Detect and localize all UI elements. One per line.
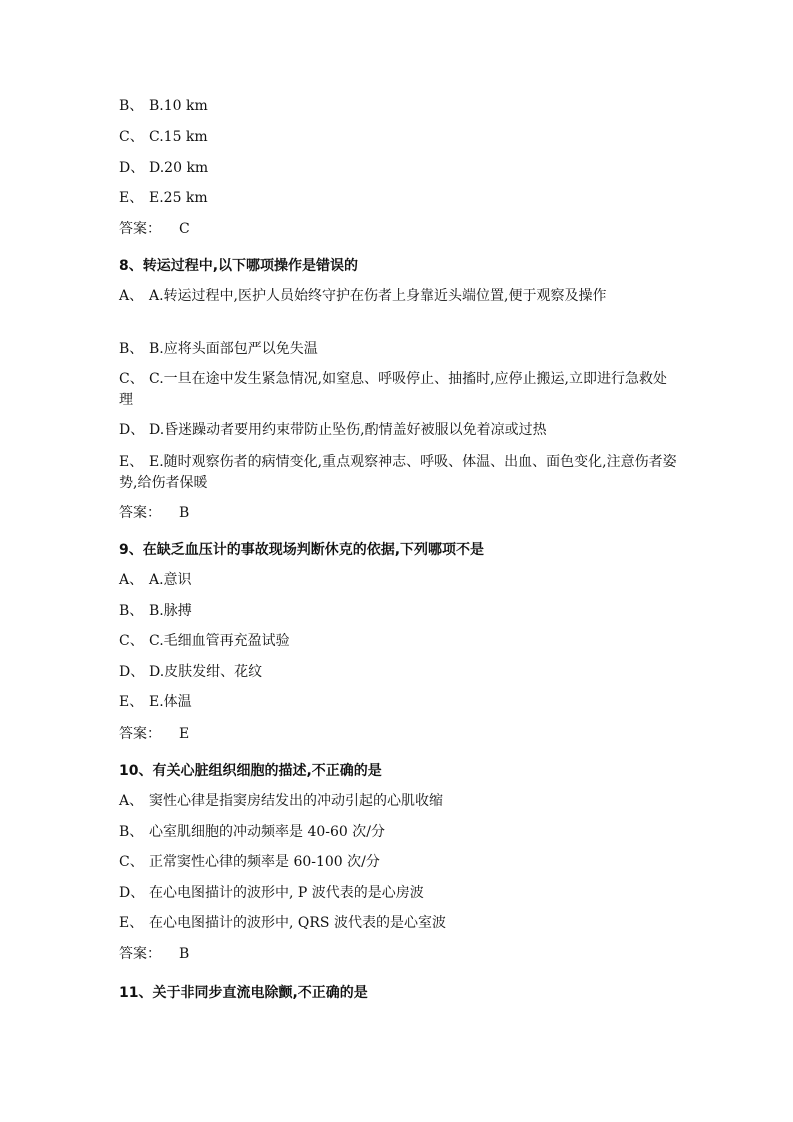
q10-option-e: E、 在心电图描计的波形中, QRS 波代表的是心室波 — [119, 915, 446, 931]
option-c: C、 C.15 km — [119, 129, 208, 145]
option-d: D、 D.20 km — [119, 160, 209, 176]
q8-option-a: A、 A.转运过程中,医护人员始终守护在伤者上身靠近头端位置,便于观察及操作 — [119, 288, 607, 304]
q8-option-e: E、 E.随时观察伤者的病情变化,重点观察神志、呼吸、体温、出血、面色变化,注意伤者姿势,给伤者保暖 — [119, 454, 677, 491]
q8-option-d: D、 D.昏迷躁动者要用约束带防止坠伤,酌情盖好被服以免着凉或过热 — [119, 422, 547, 438]
q10-option-d: D、 在心电图描计的波形中, P 波代表的是心房波 — [119, 885, 424, 901]
q9-option-c: C、 C.毛细血管再充盈试验 — [119, 633, 290, 649]
q10-option-c: C、 正常窦性心律的频率是 60-100 次/分 — [119, 854, 380, 870]
q9-option-e: E、 E.体温 — [119, 694, 192, 710]
option-b: B、 B.10 km — [119, 98, 208, 114]
q10-answer-line: 答案： B — [119, 946, 190, 962]
question-8-title: 8、转运过程中,以下哪项操作是错误的 — [119, 258, 359, 274]
question-11-title: 11、关于非同步直流电除颤,不正确的是 — [119, 985, 368, 1001]
q9-answer-line: 答案： E — [119, 726, 190, 742]
q8-option-b: B、 B.应将头面部包严以免失温 — [119, 341, 318, 357]
question-9-title: 9、在缺乏血压计的事故现场判断休克的依据,下列哪项不是 — [119, 542, 485, 558]
q9-option-b: B、 B.脉搏 — [119, 603, 192, 619]
option-e: E、 E.25 km — [119, 190, 208, 206]
q10-option-b: B、 心室肌细胞的冲动频率是 40-60 次/分 — [119, 824, 385, 840]
q8-option-c: C、 C.一旦在途中发生紧急情况,如窒息、呼吸停止、抽搐时,应停止搬运,立即进行急救处理 — [119, 371, 668, 408]
q9-option-d: D、 D.皮肤发绀、花纹 — [119, 664, 263, 680]
question-10-title: 10、有关心脏组织细胞的描述,不正确的是 — [119, 763, 382, 779]
q8-answer-line: 答案： B — [119, 505, 190, 521]
q9-option-a: A、 A.意识 — [119, 572, 192, 588]
q10-option-a: A、 窦性心律是指窦房结发出的冲动引起的心肌收缩 — [119, 793, 443, 809]
answer-line: 答案： C — [119, 221, 190, 237]
